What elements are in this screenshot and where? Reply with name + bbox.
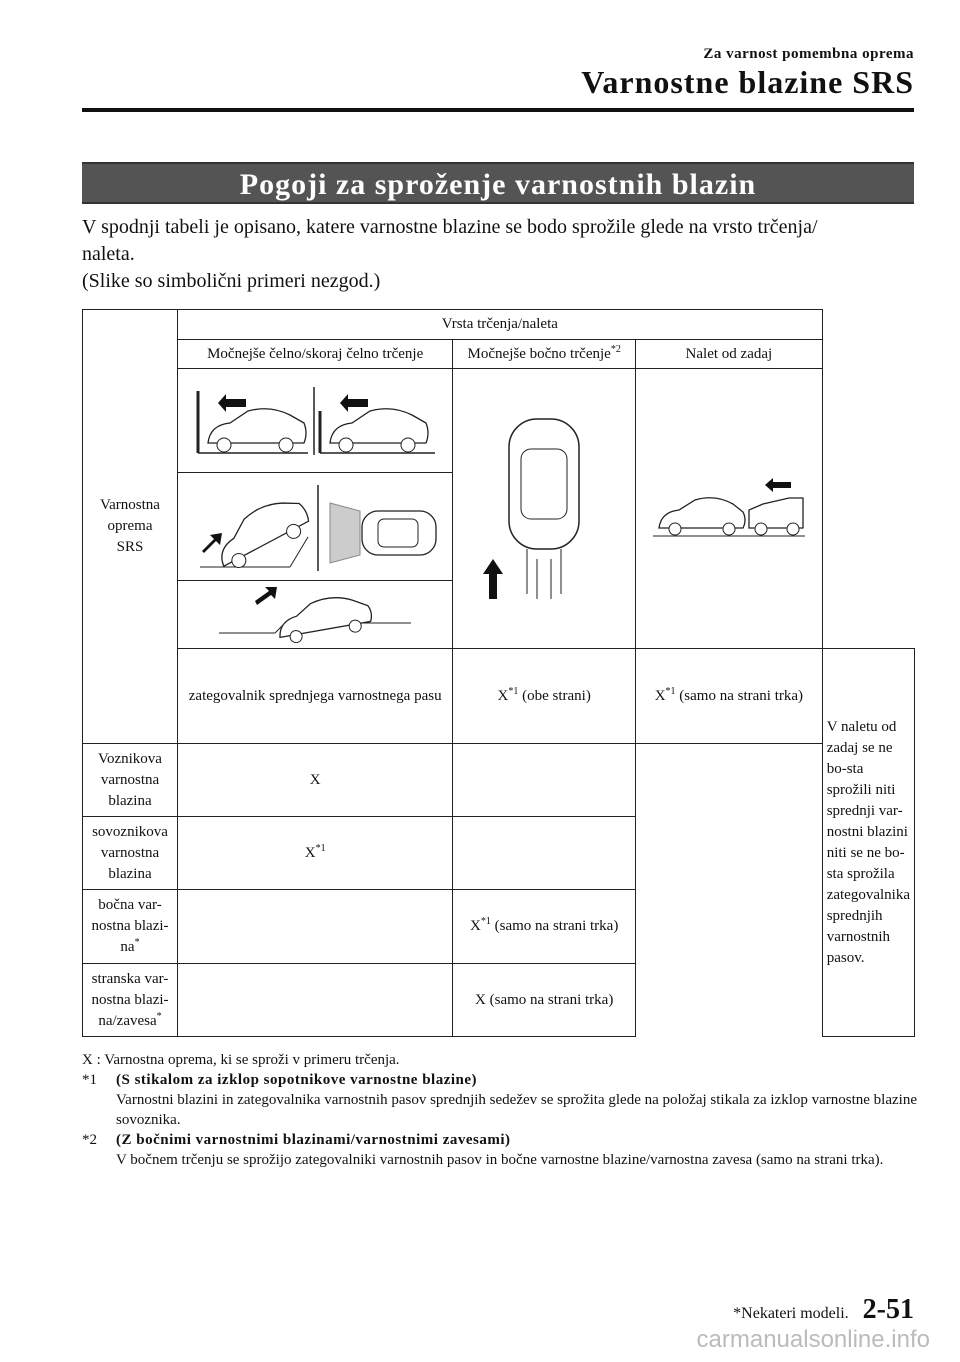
intro-line-1: V spodnji tabeli je opisano, katere varnostne blazine se bodo sprožile glede na vrsto trčenja/: [82, 216, 818, 238]
watermark: carmanualsonline.info: [696, 1326, 930, 1353]
row-label-side-airbag: bočna var-nostna blazi-na*: [83, 890, 178, 964]
rear-note: V naletu od zadaj se ne bo-sta sprožili niti sprednji var-nostni blazini niti se ne bo-sta sprožila zategovalnika sprednjih varnostnih pasov.: [822, 649, 914, 1037]
cell-side-airbag-side: $X^{*1}$ (samo na strani trka): [453, 890, 636, 964]
cell-pretensioner-frontal: $X^{*1}$ (obe strani): [453, 649, 636, 744]
oblique-crash-illustration: [190, 481, 440, 573]
header-subtitle: Za varnost pomembna oprema: [703, 46, 914, 62]
cell-pretensioner-side: $X^{*1}$ (samo na strani trka): [636, 649, 823, 744]
row-label-curtain-airbag: stranska var-nostna blazi-na/zavesa*: [83, 964, 178, 1037]
row-header-cell: [83, 310, 178, 744]
footnote-1-title: (S stikalom za izklop sopotnikove varnostne blazine): [116, 1072, 478, 1088]
models-note: *Nekateri modeli.: [733, 1305, 849, 1322]
footnote-2: *2 (Z bočnimi varnostnimi blazinami/varnostnimi zavesami): [82, 1132, 511, 1148]
side-illustration: [453, 369, 636, 649]
footnotes: [82, 1050, 922, 1170]
cell-passenger-frontal: $X^{*1}$: [177, 817, 452, 890]
row-label-passenger-airbag: sovoznikova varnostna blazina: [83, 817, 178, 890]
col-header-rear: Nalet od zadaj: [636, 340, 823, 369]
cell-curtain-frontal: [177, 964, 452, 1037]
footnote-1-text: Varnostni blazini in zategovalnika varnostnih pasov sprednjih sedežev se sprožita glede na položaj stikala za izklop varnostne blazine sovoznika.: [116, 1092, 917, 1128]
page-footer: [733, 1294, 914, 1326]
intro-line-2: naleta.: [82, 243, 135, 265]
side-crash-illustration: [469, 409, 619, 609]
airbag-deployment-table: [82, 309, 915, 1037]
page-number: 2-51: [862, 1294, 914, 1325]
footnote-1: *1 (S stikalom za izklop sopotnikove varnostne blazine): [82, 1072, 478, 1088]
intro-text: [82, 214, 922, 295]
footnote-2-title: (Z bočnimi varnostnimi blazinami/varnostnimi zavesami): [116, 1132, 511, 1148]
header-rule: [82, 108, 914, 112]
row-label-driver-airbag: Voznikova varnostna blazina: [83, 744, 178, 817]
row-label-front-pretensioner: zategovalnik sprednjega varnostnega pasu: [177, 649, 452, 744]
footnote-x: X : Varnostna oprema, ki se sproži v primeru trčenja.: [82, 1052, 400, 1068]
cell-driver-side: [453, 744, 636, 817]
rear-illustration: [636, 369, 823, 649]
footnote-2-text: V bočnem trčenju se sprožijo zategovalniki varnostnih pasov in bočne varnostne blazine/varnostna zavesa (samo na strani trka).: [116, 1152, 884, 1168]
cell-curtain-side: X (samo na strani trka): [453, 964, 636, 1037]
cell-side-airbag-frontal: [177, 890, 452, 964]
col-header-frontal: Močnejše čelno/skoraj čelno trčenje: [177, 340, 452, 369]
frontal-illustration-1: [177, 369, 452, 473]
rear-crash-illustration: [649, 474, 809, 544]
header-title: Varnostne blazine SRS: [581, 64, 914, 100]
frontal-illustration-3: [177, 581, 452, 649]
col-header-side: Močnejše bočno trčenje$^{*2}$: [453, 340, 636, 369]
row-header: Varnostna oprema SRS: [99, 497, 160, 555]
group-header: Vrsta trčenja/naleta: [177, 310, 822, 340]
section-title: Pogoji za sproženje varnostnih blazin: [82, 162, 914, 204]
underride-crash-illustration: [215, 587, 415, 643]
frontal-illustration-2: [177, 473, 452, 581]
frontal-crash-illustration: [190, 381, 440, 461]
cell-passenger-side: [453, 817, 636, 890]
intro-line-3: (Slike so simbolični primeri nezgod.): [82, 270, 381, 292]
cell-driver-frontal: X: [177, 744, 452, 817]
